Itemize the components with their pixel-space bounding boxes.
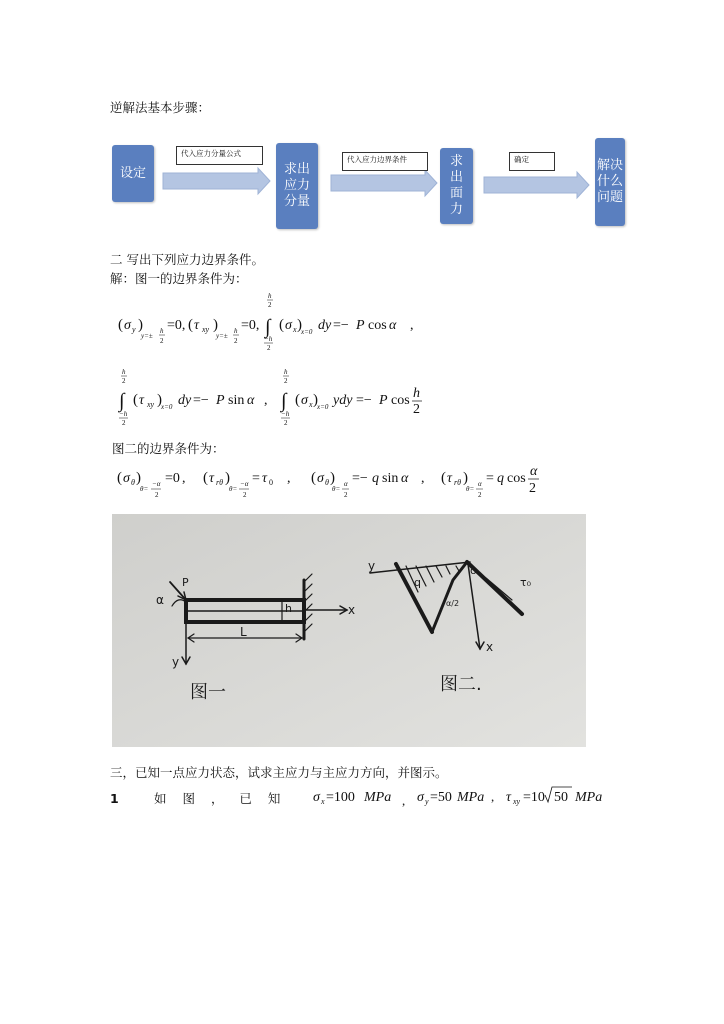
svg-text:y=±: y=± [216,332,228,340]
svg-text:q: q [497,471,504,486]
svg-text:(: ( [203,470,208,486]
heading-inverse-method: 逆解法基本步骤： [110,100,211,115]
svg-text:=0: =0 [165,471,180,486]
svg-text:(: ( [188,317,193,333]
flow-step-surface-force [440,148,473,224]
svg-text:σ: σ [317,471,324,486]
svg-text:xy: xy [202,325,210,334]
svg-text:x=0: x=0 [317,403,329,411]
svg-text:α: α [247,393,255,408]
svg-text:MPa: MPa [575,790,603,805]
flow-arrow-label-3 [509,152,555,171]
svg-text:P: P [379,393,388,408]
section3-given-svg [0,783,724,813]
svg-text:∫: ∫ [265,316,271,338]
svg-text:∫: ∫ [119,390,125,412]
svg-text:,: , [491,789,495,804]
svg-text:): ) [213,317,218,333]
svg-text:): ) [138,317,143,333]
flow-step-setup [112,145,154,202]
svg-text:2: 2 [413,402,420,417]
section3-title: 三，已知一点应力状态，试求主应力与主应力方向，并图示。 [110,765,448,780]
svg-text:rθ: rθ [216,478,224,487]
svg-text:=10: =10 [523,790,545,805]
svg-text:=50: =50 [430,790,452,805]
fig1-caption: 图一 [190,682,226,703]
flow-arrow-label-3-text: 确定 [514,155,529,164]
svg-text:α: α [530,464,538,479]
flow-arrow-label-2-text: 代入应力边界条件 [347,155,407,164]
svg-text:cos: cos [368,318,387,333]
svg-text:(: ( [133,392,138,408]
fig1-equation-2-svg [0,365,724,435]
svg-text:α: α [478,480,482,488]
svg-text:P: P [356,318,365,333]
svg-text:(: ( [311,470,316,486]
hand-drawn-sketch [112,514,586,747]
svg-text:σ: σ [123,471,130,486]
svg-text:2: 2 [284,419,288,427]
svg-text:2: 2 [478,491,482,499]
svg-text:τ: τ [139,393,145,408]
svg-text:): ) [136,470,141,486]
svg-text:): ) [225,470,230,486]
svg-text:2: 2 [160,337,164,345]
fig1-label-p: P [182,576,189,589]
svg-text:−h: −h [264,335,273,343]
svg-text:α: α [389,318,397,333]
fig2-label-q: q [414,576,421,589]
svg-text:σ: σ [285,318,292,333]
svg-text:θ=: θ= [466,485,475,493]
flow-arrow-label-2 [342,152,428,171]
flow-arrow-1 [163,168,270,194]
svg-text:(: ( [117,470,122,486]
svg-text:rθ: rθ [454,478,462,487]
section3-item-number: 1 [110,791,119,806]
svg-text:2: 2 [243,491,247,499]
flow-arrow-label-1 [176,146,263,165]
svg-text:0: 0 [269,478,273,487]
svg-text:τ: τ [209,471,215,486]
svg-text:α: α [344,480,348,488]
svg-text:2: 2 [122,419,126,427]
svg-text:y: y [425,797,429,806]
svg-text:h: h [122,368,126,376]
svg-text:2: 2 [268,301,272,309]
svg-text:h: h [413,386,420,401]
svg-text:=−: =− [333,318,349,333]
fig1-label-l: L [240,625,247,639]
svg-text:sin: sin [228,393,245,408]
svg-text:2: 2 [529,481,536,496]
svg-text:x: x [293,325,297,334]
fig1-label-y: y [172,655,180,669]
svg-text:x=0: x=0 [161,403,173,411]
fig1-equation-1-svg [0,285,724,365]
svg-text:2: 2 [344,491,348,499]
svg-text:,: , [421,471,425,486]
flow-arrow-3 [484,172,589,198]
svg-text:h: h [268,292,272,300]
solution-fig1-heading: 解：图一的边界条件为： [110,271,248,286]
svg-text:θ=: θ= [140,485,149,493]
svg-text:,: , [287,471,291,486]
svg-text:cos: cos [391,393,410,408]
svg-text:dy: dy [178,393,192,408]
svg-text:=−: =− [352,471,368,486]
svg-text:,: , [410,318,414,333]
svg-text:sin: sin [382,471,399,486]
fig1-label-angle: α [156,593,164,607]
svg-text:xy: xy [513,797,521,806]
svg-text:y=±: y=± [141,332,153,340]
svg-text:σ: σ [124,318,131,333]
svg-text:=0,: =0, [167,318,186,333]
svg-text:θ=: θ= [229,485,238,493]
svg-text:,: , [402,793,406,808]
svg-text:θ: θ [325,478,329,487]
svg-text:h: h [284,368,288,376]
hand-drawn-figure-photo [112,514,586,747]
svg-text:,: , [182,471,186,486]
svg-text:): ) [297,317,302,333]
svg-text:): ) [313,392,318,408]
svg-text:τ: τ [262,471,268,486]
fig2-label-x: x [486,640,494,654]
fig2-label-half-angle: α/2 [446,599,460,608]
svg-text:(: ( [279,317,284,333]
svg-text:x=0: x=0 [301,328,313,336]
svg-text:−α: −α [152,480,161,488]
svg-text:α: α [401,471,409,486]
svg-text:=−: =− [193,393,209,408]
svg-text:σ: σ [313,790,320,805]
svg-text:θ=: θ= [332,485,341,493]
svg-text:σ: σ [301,393,308,408]
fig2-label-tau0: τ₀ [520,576,532,589]
fig2-label-y: y [368,559,376,573]
svg-text:=: = [252,471,260,486]
svg-text:=0,: =0, [241,318,260,333]
svg-text:2: 2 [284,377,288,385]
svg-text:MPa: MPa [364,790,392,805]
solution-fig2-heading: 图二的边界条件为： [112,441,225,456]
svg-text:=−: =− [356,393,372,408]
svg-text:2: 2 [122,377,126,385]
svg-text:τ: τ [447,471,453,486]
svg-text:): ) [157,392,162,408]
fig1-label-h: h [285,602,292,615]
svg-text:−h: −h [281,410,290,418]
flow-step-setup-label: 设定 [119,165,146,181]
section2-title: 二 写出下列应力边界条件。 [110,252,264,267]
svg-text:τ: τ [506,790,512,805]
svg-text:x: x [321,797,325,806]
svg-text:q: q [372,471,379,486]
svg-text:−α: −α [240,480,249,488]
svg-text:τ: τ [194,318,200,333]
svg-text:(: ( [118,317,123,333]
flow-step-solve-problem-label: 解决什么问题 [597,158,624,205]
flow-step-solve-problem [595,138,625,226]
svg-text:dy: dy [318,318,332,333]
svg-text:,: , [264,393,268,408]
svg-text:x: x [309,400,313,409]
svg-text:θ: θ [131,478,135,487]
flow-step-surface-force-label: 求出面力 [449,154,463,217]
svg-text:σ: σ [417,790,424,805]
svg-text:2: 2 [155,491,159,499]
svg-text:xy: xy [147,400,155,409]
svg-text:MPa: MPa [457,790,485,805]
svg-text:=100: =100 [326,790,355,805]
svg-text:ydy: ydy [333,393,353,408]
svg-text:2: 2 [267,344,271,352]
fig1-label-x: x [348,603,356,617]
svg-text:=: = [486,471,494,486]
flow-arrow-2 [331,170,437,196]
flow-step-stress-components [276,143,318,229]
svg-text:∫: ∫ [281,390,287,412]
svg-text:cos: cos [507,471,526,486]
svg-text:): ) [463,470,468,486]
svg-text:(: ( [295,392,300,408]
svg-text:h: h [160,327,164,335]
svg-text:−h: −h [119,410,128,418]
flow-arrow-label-1-text: 代入应力分量公式 [181,149,241,158]
svg-text:h: h [234,327,238,335]
svg-text:2: 2 [234,337,238,345]
svg-text:50: 50 [554,790,568,805]
svg-text:y: y [132,325,136,334]
flow-step-stress-components-label: 求出应力分量 [283,162,310,209]
fig2-equation-svg [0,462,724,507]
svg-text:): ) [330,470,335,486]
svg-text:P: P [216,393,225,408]
section3-item-text: 如 图 ， 已 知 [154,791,281,806]
svg-text:(: ( [441,470,446,486]
fig2-label-o: o [470,564,477,577]
fig2-caption: 图二. [440,674,482,695]
